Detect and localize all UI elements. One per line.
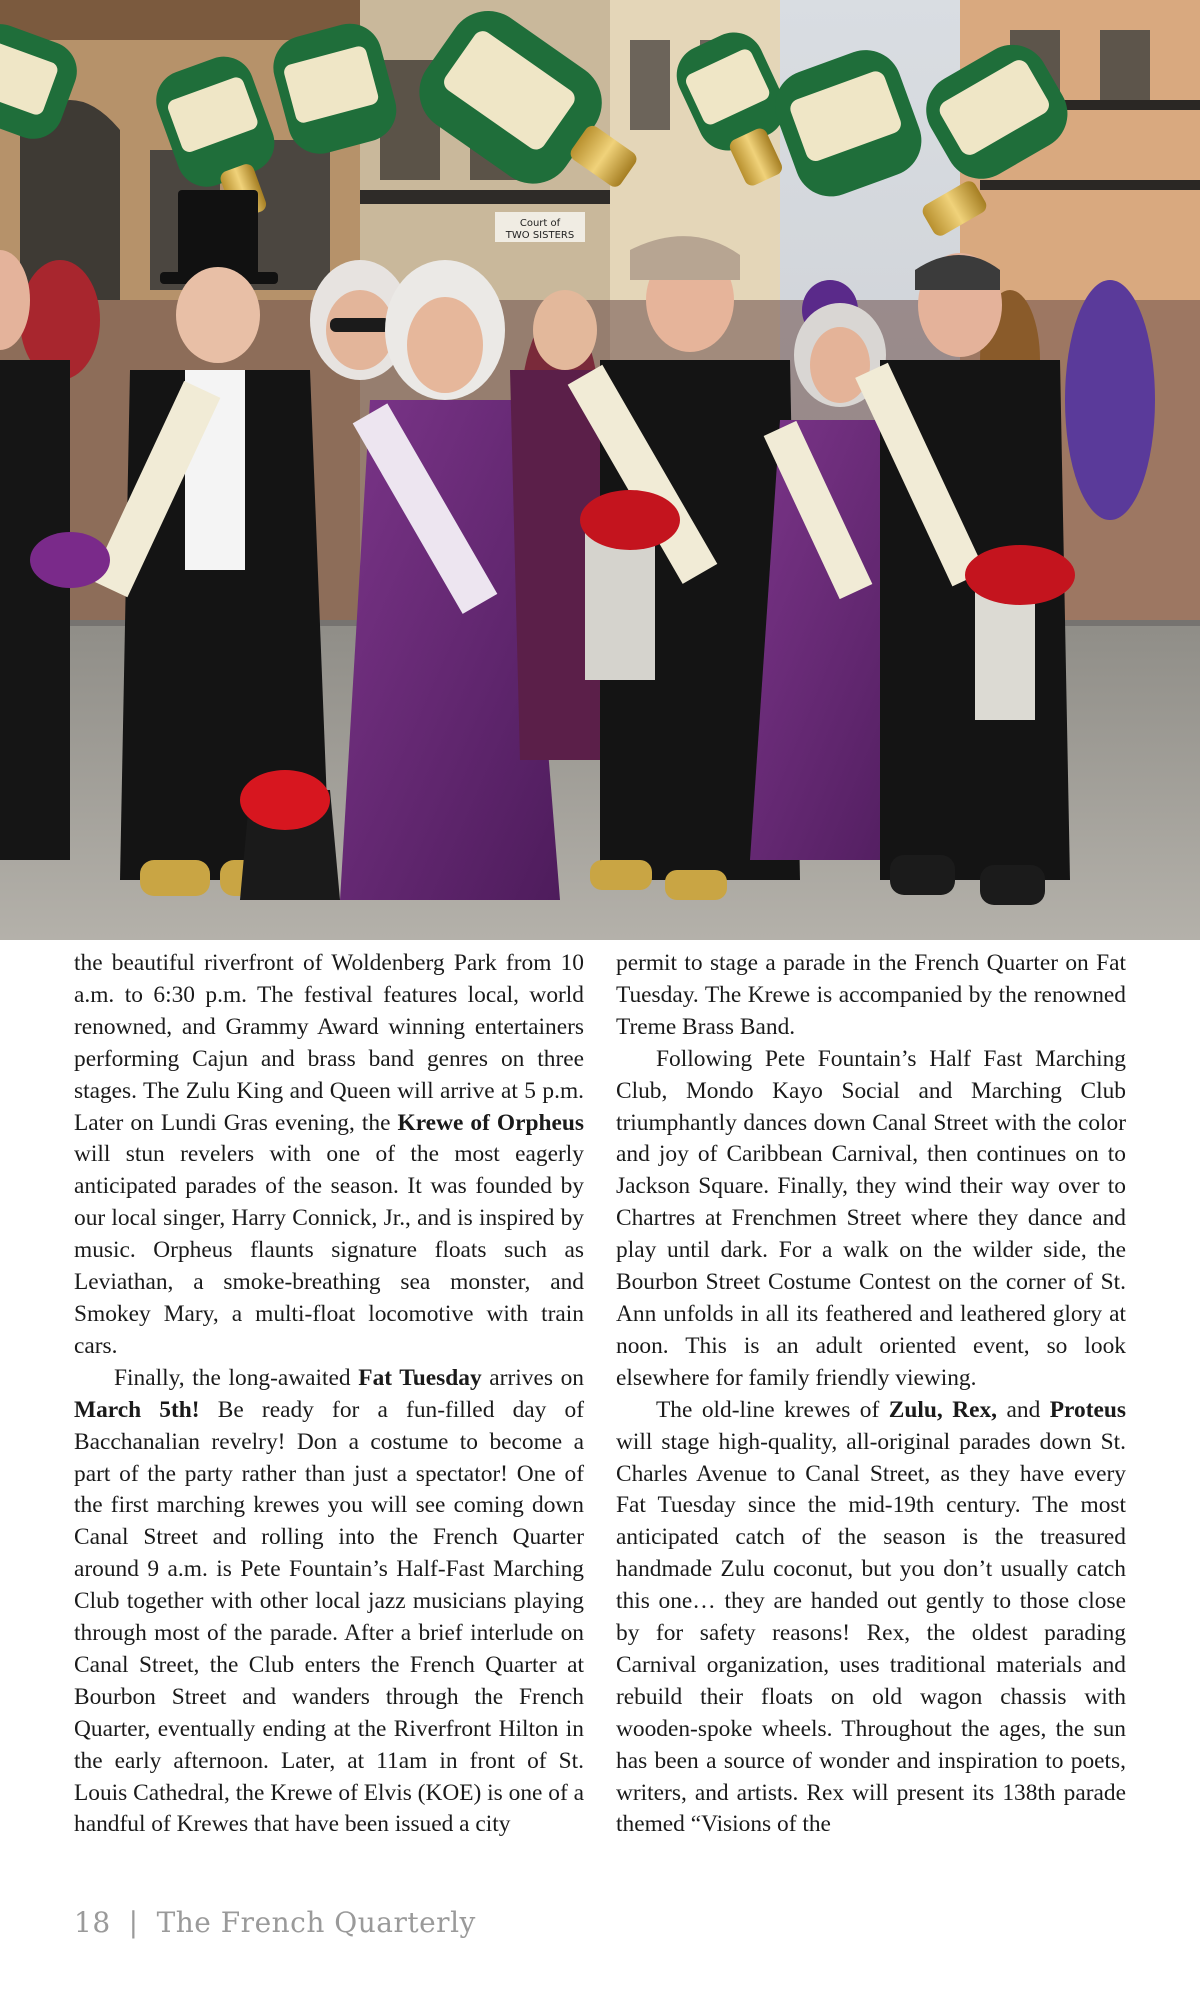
court-sign-line2: TWO SISTERS (505, 230, 575, 241)
right-column (616, 948, 1126, 1841)
right-paragraph-3: The old-line krewes of Zulu, Rex, and Proteus will stage high-quality, all-original parades down St. Charles Avenue to Canal Street, as they have every Fat Tuesday since the mid-19th century. The most anticipated catch of the season is the treasured handmade Zulu coconut, but you don’t usually catch this one… they are handed out gently to those close by for safety reasons! Rex, the oldest parading Carnival organization, uses traditional materials and rebuild their floats on old wagon chassis with wooden-spoke wheels. Throughout the ages, the sun has been a source of wonder and inspiration to poets, writers, and artists. Rex will present its 138th parade themed “Visions of the (616, 1396, 1126, 1838)
page-footer (74, 1906, 476, 1939)
zulu-rex-bold: Zulu, Rex, (888, 1396, 998, 1423)
left-column (74, 948, 584, 1841)
krewe-of-orpheus-bold: Krewe of Orpheus (397, 1109, 585, 1136)
left-paragraph-2: Finally, the long-awaited Fat Tuesday arrives on March 5th! Be ready for a fun-filled day of Bacchanalian revelry! Don a costume to become a part of the party rather than just a spectator! One of the first marching krewes you will see coming down Canal Street and rolling into the French Quarter around 9 a.m. is Pete Fountain’s Half-Fast Marching Club together with other local jazz musicians playing through most of the parade. After a brief interlude on Canal Street, the Club enters the French Quarter at Bourbon Street and wanders through the French Quarter, eventually ending at the Riverfront Hilton in the early afternoon. Later, at 11am in front of St. Louis Cathedral, the Krewe of Elvis (KOE) is one of a handful of Krewes that have been issued a city (74, 1364, 584, 1838)
page-number: 18 (74, 1906, 111, 1939)
march-5th-bold: March 5th! (74, 1396, 200, 1423)
left-paragraph-1: the beautiful riverfront of Woldenberg Park from 10 a.m. to 6:30 p.m. The festival features local, world renowned, and Grammy Award winning entertainers performing Cajun and brass band genres on three stages. The Zulu King and Queen will arrive at 5 p.m. Later on Lundi Gras evening, the Krewe of Orpheus will stun revelers with one of the most eagerly anticipated parades of the season. It was founded by our local singer, Harry Connick, Jr., and is inspired by music. Orpheus flaunts signature floats such as Leviathan, a smoke-breathing sea monster, and Smokey Mary, a multi-float locomotive with train cars. (74, 950, 585, 1359)
publication-name: The French Quarterly (156, 1906, 476, 1939)
court-sign-line1: Court of (519, 218, 561, 229)
footer-separator: | (128, 1906, 139, 1939)
krewe-photo (0, 0, 1200, 940)
right-paragraph-2: Following Pete Fountain’s Half Fast Marching Club, Mondo Kayo Social and Marching Club triumphantly dances down Canal Street with the color and joy of Caribbean Carnival, then continues on to Jackson Square. Finally, they wind their way over to Chartres at Frenchmen Street where they dance and play until dark. For a walk on the wilder side, the Bourbon Street Costume Contest on the corner of St. Ann unfolds in all its feathered and leathered glory at noon. This is an adult oriented event, so look elsewhere for family friendly viewing. (616, 1045, 1126, 1391)
proteus-bold: Proteus (1049, 1396, 1126, 1423)
fat-tuesday-bold: Fat Tuesday (358, 1364, 482, 1391)
right-paragraph-1: permit to stage a parade in the French Quarter on Fat Tuesday. The Krewe is accompanied by the renowned Treme Brass Band. (616, 950, 1126, 1040)
